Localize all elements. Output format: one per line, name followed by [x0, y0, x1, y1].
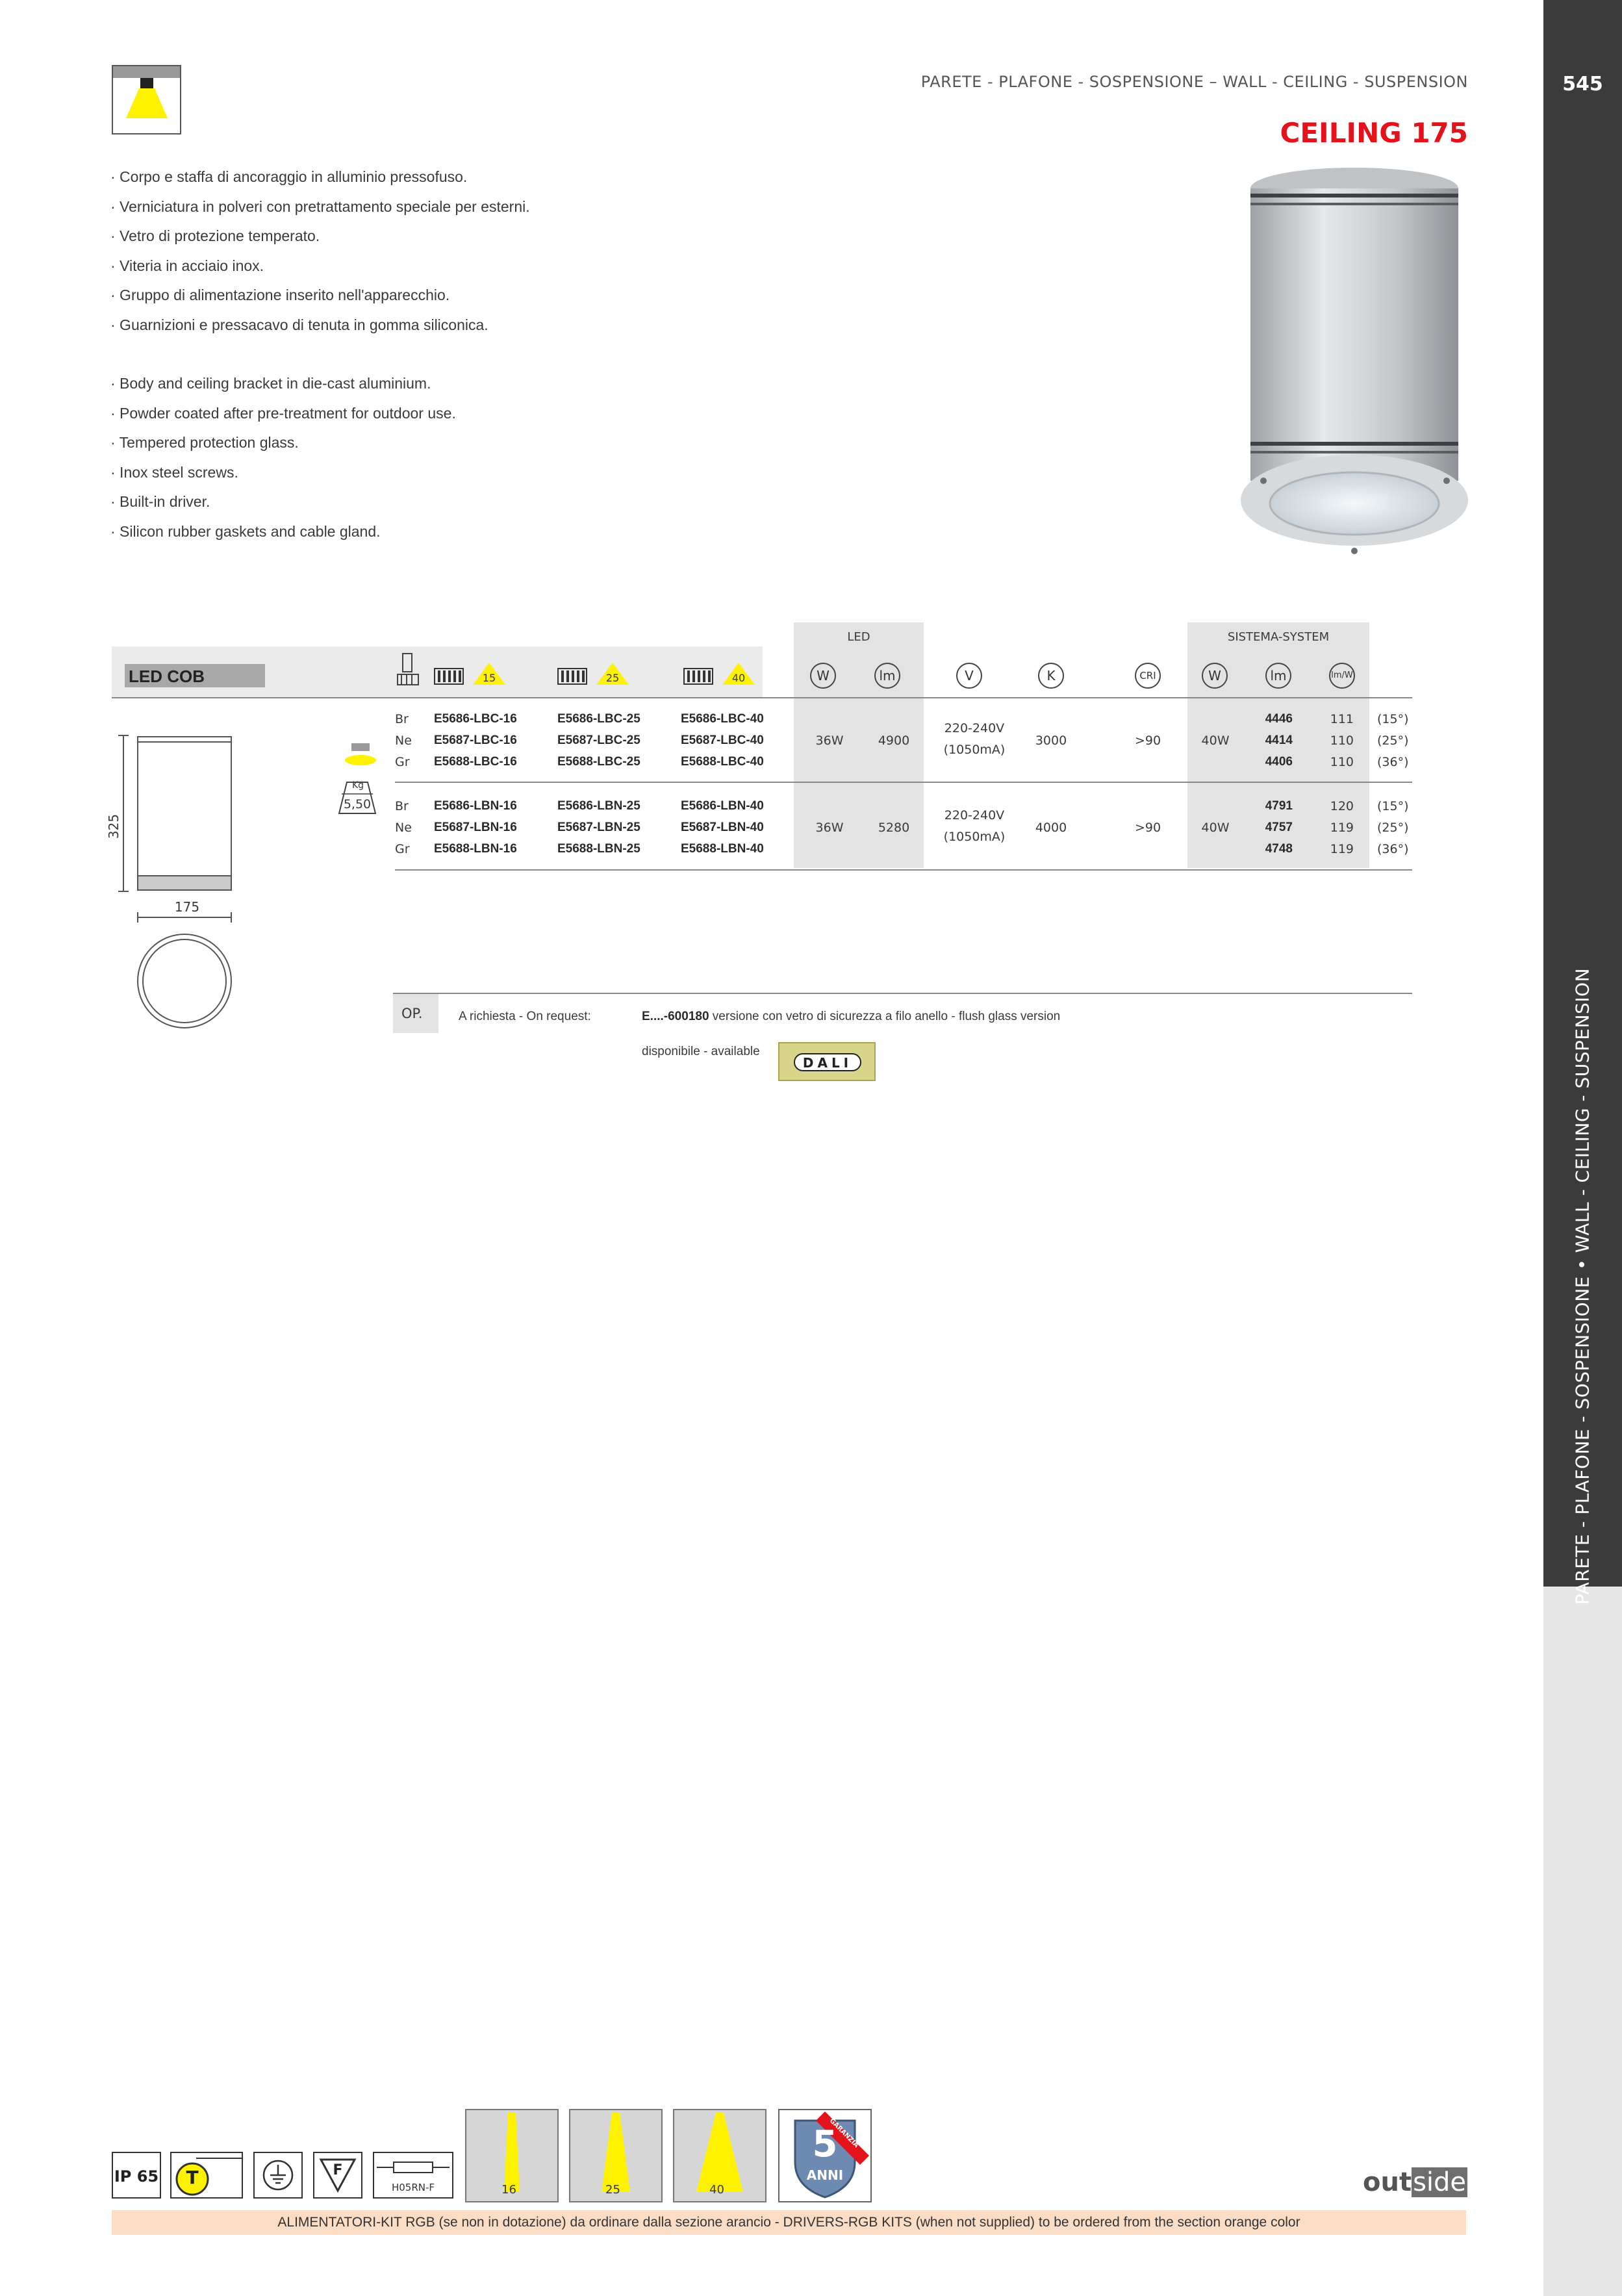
beam-angle: (36°) — [1377, 842, 1409, 856]
product-photo — [1231, 162, 1478, 565]
ip-rating-badge: IP 65 — [112, 2152, 161, 2199]
led-watt: 36W — [815, 733, 844, 748]
lumen-per-watt: 110 — [1330, 733, 1354, 748]
system-watt-icon: W — [1202, 663, 1228, 689]
beam-angle: (25°) — [1377, 821, 1409, 835]
voltage: 220-240V — [944, 721, 1005, 735]
feature-item: · Vetro di protezione temperato. — [110, 227, 320, 244]
ceiling-mount-icon — [112, 65, 181, 134]
cri: >90 — [1134, 821, 1161, 835]
lumen-per-watt: 120 — [1330, 799, 1354, 813]
page-number: 545 — [1562, 73, 1603, 96]
brand-logo: outside — [1363, 2167, 1467, 2197]
product-code: E5688-LBN-25 — [557, 842, 640, 856]
led-array-icon — [434, 668, 464, 685]
ground-symbol-icon — [253, 2152, 303, 2199]
lumen-per-watt-icon: lm/W — [1329, 663, 1355, 689]
feature-item: · Guarnizioni e pressacavo di tenuta in gomma siliconica. — [110, 316, 488, 333]
feature-item: · Tempered protection glass. — [110, 434, 299, 451]
kelvin: 4000 — [1035, 821, 1067, 835]
feature-item: · Silicon rubber gaskets and cable gland. — [110, 522, 381, 540]
lumen-per-watt: 119 — [1330, 842, 1354, 856]
kelvin-icon: K — [1038, 663, 1064, 689]
beam-40-header: 40 — [683, 661, 761, 687]
footer-note: ALIMENTATORI-KIT RGB (se non in dotazione) da ordinare dalla sezione arancio - DRIVERS-RGB KITS (when not supplied) to be ordered from the section orange color — [277, 2215, 1300, 2230]
group-divider — [395, 869, 1412, 871]
color-code: Gr — [395, 842, 410, 856]
kelvin: 3000 — [1035, 733, 1067, 748]
product-code: E5688-LBN-16 — [434, 842, 517, 856]
product-code: E5687-LBC-25 — [557, 733, 640, 747]
section-label: LED COB — [129, 667, 205, 686]
color-code: Gr — [395, 755, 410, 769]
dimension-width: 175 — [174, 899, 200, 915]
product-title: CEILING 175 — [1280, 117, 1468, 149]
system-lumen: 4748 — [1265, 842, 1293, 856]
sidebar-section-label: PARETE - PLAFONE - SOSPENSIONE • WALL - CEILING - SUSPENSION — [1571, 967, 1593, 1605]
lumen-per-watt: 111 — [1330, 712, 1354, 726]
beam-angle: (15°) — [1377, 799, 1409, 813]
feature-item: · Inox steel screws. — [110, 463, 238, 481]
product-code: E5686-LBC-40 — [681, 712, 764, 726]
product-code: E5686-LBN-25 — [557, 799, 640, 813]
option-description: versione con vetro di sicurezza a filo anello - flush glass version — [709, 1010, 1061, 1023]
options-request — [642, 1010, 1060, 1024]
system-watt: 40W — [1201, 733, 1230, 748]
system-lumen: 4414 — [1265, 733, 1293, 747]
warranty-badge: 5 ANNI GARANZIA — [778, 2109, 872, 2202]
category-breadcrumb: PARETE - PLAFONE - SOSPENSIONE – WALL - CEILING - SUSPENSION — [920, 73, 1468, 91]
lumen-per-watt: 119 — [1330, 821, 1354, 835]
led-array-icon — [557, 668, 587, 685]
led-watt: 36W — [815, 821, 844, 835]
product-code: E5686-LBN-16 — [434, 799, 517, 813]
led-lumen: 4900 — [878, 733, 910, 748]
feature-item: · Viteria in acciaio inox. — [110, 257, 264, 274]
voltage-icon: V — [956, 663, 982, 689]
beam-15-header: 15 — [434, 661, 512, 687]
options-request-label: A richiesta - On request: — [459, 1010, 591, 1023]
led-lumen: 5280 — [878, 821, 910, 835]
system-lumen: 4406 — [1265, 755, 1293, 769]
led-array-icon — [683, 668, 713, 685]
group-divider — [395, 782, 1412, 783]
product-code: E5687-LBC-40 — [681, 733, 764, 747]
product-code: E5687-LBN-40 — [681, 821, 764, 834]
beam-25-header: 25 — [557, 661, 635, 687]
dimension-height: 325 — [106, 813, 122, 839]
feature-item: · Built-in driver. — [110, 493, 210, 510]
table-header-rule — [112, 697, 1412, 698]
feature-item: · Powder coated after pre-treatment for outdoor use. — [110, 404, 456, 422]
beam-16-icon: 16 — [465, 2109, 559, 2202]
feature-item: · Body and ceiling bracket in die-cast aluminium. — [110, 375, 431, 392]
features-italian — [110, 162, 530, 340]
lumen-per-watt: 110 — [1330, 755, 1354, 769]
color-code: Ne — [395, 733, 412, 748]
fixture-small-icon — [341, 741, 380, 772]
system-lumen: 4757 — [1265, 821, 1293, 834]
product-code: E5687-LBN-25 — [557, 821, 640, 834]
product-code: E5688-LBC-40 — [681, 755, 764, 769]
weight-icon: Kg 5,50 — [336, 780, 378, 816]
beam-angle: (36°) — [1377, 755, 1409, 769]
feature-item: · Corpo e staffa di ancoraggio in alluminio pressofuso. — [110, 168, 468, 185]
product-code: E5688-LBC-16 — [434, 755, 517, 769]
options-tag: OP. — [401, 1006, 423, 1021]
cri: >90 — [1134, 733, 1161, 748]
color-code: Ne — [395, 821, 412, 835]
product-code: E5688-LBN-40 — [681, 842, 764, 856]
options-available-label: disponibile - available — [642, 1045, 760, 1058]
f-mark-icon: F — [313, 2152, 362, 2199]
current: (1050mA) — [943, 743, 1006, 757]
dimension-drawing — [104, 728, 273, 1040]
sidebar-light — [1543, 1587, 1622, 2296]
system-lumen: 4791 — [1265, 799, 1293, 813]
product-code: E5686-LBC-16 — [434, 712, 517, 726]
system-lumen-icon: lm — [1265, 663, 1291, 689]
product-code: E5687-LBN-16 — [434, 821, 517, 834]
features-english — [110, 369, 456, 546]
lamp-icon — [395, 652, 421, 691]
system-watt: 40W — [1201, 821, 1230, 835]
product-code: E5686-LBC-25 — [557, 712, 640, 726]
lumen-icon: lm — [874, 663, 900, 689]
beam-40-icon: 40 — [673, 2109, 767, 2202]
footer-note-band — [112, 2210, 1466, 2235]
system-lumen: 4446 — [1265, 712, 1293, 726]
beam-25-icon: 25 — [569, 2109, 663, 2202]
watt-icon: W — [810, 663, 836, 689]
product-code: E5687-LBC-16 — [434, 733, 517, 747]
color-code: Br — [395, 712, 409, 726]
dali-badge: DALI — [778, 1042, 876, 1081]
options-rule — [393, 993, 1412, 994]
beam-angle: (15°) — [1377, 712, 1409, 726]
feature-item: · Verniciatura in polveri con pretrattamento speciale per esterni. — [110, 198, 530, 215]
feature-item: · Gruppo di alimentazione inserito nell'apparecchio. — [110, 287, 450, 303]
option-code: E....-600180 — [642, 1010, 709, 1023]
product-code: E5688-LBC-25 — [557, 755, 640, 769]
system-group-header: SISTEMA-SYSTEM — [1227, 630, 1330, 644]
cable-type-icon: H05RN-F — [373, 2152, 453, 2199]
current: (1050mA) — [943, 830, 1006, 844]
led-group-header: LED — [847, 630, 870, 644]
temperature-class-icon: T — [170, 2152, 243, 2199]
cri-icon: CRI — [1135, 663, 1161, 689]
beam-angle: (25°) — [1377, 733, 1409, 748]
product-code: E5686-LBN-40 — [681, 799, 764, 813]
color-code: Br — [395, 799, 409, 813]
voltage: 220-240V — [944, 808, 1005, 823]
